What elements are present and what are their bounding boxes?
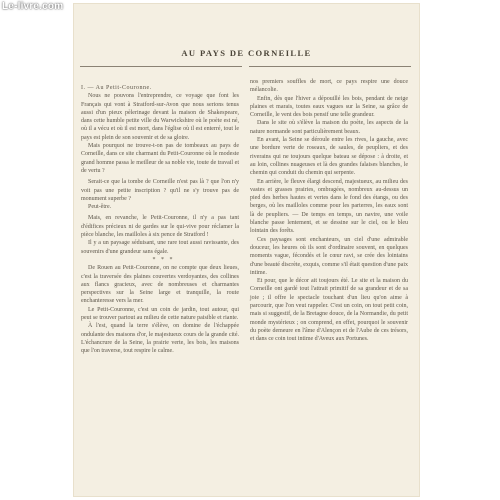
- paragraph: Dans le site où s'élève la maison du poète, les aspects de la nature normande sont particulièrement beaux.: [250, 120, 408, 135]
- section-separator: * * *: [152, 256, 175, 263]
- paragraph: En arrière, le fleuve élargi descend, majestueux, au milieu des vastes et grasses prairies, ombragées, nombreux au-dessus un pied des herbes hautes et vertes dans le fond des étangs, ou des berges, où les mailloles comme pour les parterres, les eaux sont là de peupliers. — De temps en temps, un navire, une voile blanche passe lentement, et se dessine sur le ciel, ou le bleu lointain des forêts.: [250, 178, 408, 235]
- paragraph: Il y a un paysage séduisant, une rare tout aussi ravissante, des souvenirs d'une grandeur sans égale.: [81, 240, 239, 255]
- paragraph: Enfin, dès que l'hiver a dépouillé les bois, pendant de neige plaines et marais, toutes eaux vagues sur la Seine, sa grâce de Corneille, le vent des bois pensif une telle grandeur.: [250, 95, 408, 119]
- paragraph: Mais pourquoi ne trouve-t-on pas de tombeaux au pays de Corneille, dans ce site charmant du Petit-Couronne où le modeste grand homme passa le meilleur de sa noble vie, toute de travail et de vertu ?: [81, 143, 239, 174]
- paragraph: Nous ne pouvons l'entreprendre, ce voyage que font les Français qui vont à Stratford-sur-Avon que nous serions tenus aussi d'un pieux pèlerinage devant la maison de Shakespeare, dans cette humble petite ville du Warwickshire où le poète est né, où il a vécu et où il est mort, dans l'église où il est enterré, tout le pays est plein de son souvenir et de sa gloire.: [81, 93, 239, 141]
- scanned-page: [73, 3, 420, 497]
- paragraph: Et pour, que le décor ait toujours été. Le site et la maison du Corneille ont gardé tout l'attrait primitif de sa grandeur et de sa joie ; il offre le spectacle touchant d'un lieu qu'on aime à parcourir, que l'on veut rappeler. C'est un coin, on tout petit coin, mais si suggestif, de la Bretagne douce, de la Normandie, du petit monde mystérieux ; on comprend, en effet, pourquoi le souvenir du poète demeure en l'âme d'Alençon et de l'Aube de ces trésors, et dans ce coin tout intime d'Aveux aux Portunes.: [250, 278, 408, 343]
- paragraph: Serait-ce que la tombe de Corneille n'est pas là ? que l'on n'y voit pas une petite inscription ? qu'il ne s'y trouve pas de monument superbe ?: [81, 179, 239, 202]
- paragraph: De Rouen au Petit-Couronne, on ne compte que deux lieues, c'est la traversée des plaines couvertes verdoyantes, des collines aux flancs gracieux, avec de nombreuses et charmantes perspectives sur la Seine large et tranquille, la route enchanteresse vers la mer.: [81, 265, 239, 305]
- paragraph: En avant, la Seine se déroule entre les rives, la gauche, avec une bordure verte de roseaux, de saules, de peupliers, et des riverains qui ne toujours quelque bateau se dépose : à droite, et au loin, collines nuageuses et là des grandes falaises blanches, le chemin qui conduit du chemin qui serpente.: [250, 137, 408, 177]
- paragraph: nos premiers souffles de mort, ce pays respire une douce mélancolie.: [250, 79, 408, 94]
- section-heading: I. — Au Petit-Couronne.: [81, 85, 152, 91]
- paragraph: Peut-être.: [88, 204, 112, 211]
- left-column: [81, 84, 239, 356]
- right-column: [250, 78, 408, 344]
- paragraph: À l'est, quand la terre s'élève, on domine de l'échappée ondulante des maisons d'or, le majestueux cours de la grande cité. L'échancrure de la Seine, la prairie verte, les bois, les maisons que l'on traverse, tout respire le calme.: [81, 323, 239, 355]
- watermark-logo: Le-livre.com: [2, 1, 64, 12]
- article-title: AU PAYS DE CORNEILLE: [181, 48, 312, 58]
- paragraph: Mais, en revanche, le Petit-Couronne, il n'y a pas tant d'édifices précieux ni de gardes sur le qui-vive pour réclamer la pièce blanche, les mailloles à six pence de Stratford !: [81, 215, 239, 239]
- paragraph: Ces paysages sont enchanteurs, un ciel d'une admirable douceur, les heures où ils sont d'ordinaire souvent, en quelques moments vague, fécondés et le cœur ravi, se crée des lointains d'une beauté discrète, exquis, comme s'il était question d'une paix intime.: [250, 236, 408, 276]
- title-rule-left: [80, 66, 242, 67]
- paragraph: Le Petit-Couronne, c'est un coin de jardin, tout autour, qui peut se trouver partout au milieu de cette nature paisible et riante.: [81, 306, 239, 322]
- title-rule-right: [249, 66, 411, 67]
